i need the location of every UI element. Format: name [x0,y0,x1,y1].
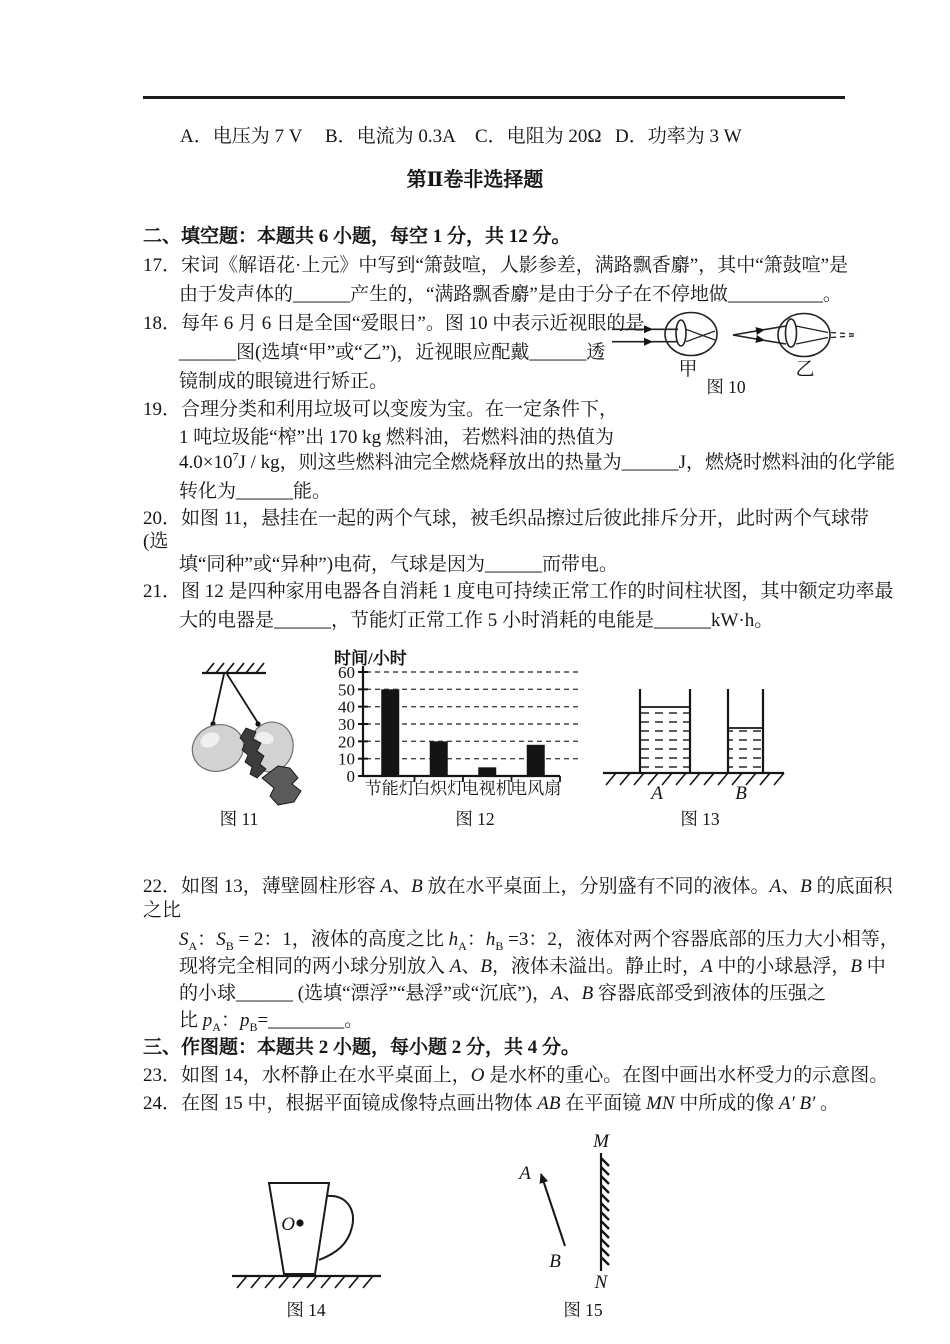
q24-line-1: 24．在图 15 中，根据平面镜成像特点画出物体 AB 在平面镜 MN 中所成的像 A′ B′ 。 [143,1093,840,1114]
q21-line-2: 大的电器是______，节能灯正常工作 5 小时消耗的电能是______kW·h。 [179,610,774,631]
balloon-left [186,717,251,778]
svg-text:50: 50 [338,680,355,700]
ground-hatching [232,1276,381,1288]
ceiling-hatching [202,663,266,673]
svg-text:白炽灯: 白炽灯 [413,779,465,798]
fig13-label-a: A [651,783,663,804]
section-draw-heading: 三、作图题：本题共 2 小题，每小题 2 分，共 4 分。 [143,1037,581,1058]
q22-line-3: $S_A$：$S_B = 2$：1，液体的高度之比 $h_A$：$h_B =3$：2，液体对两个容器底部的压力大小相等， [179,929,899,953]
q20-line-3: 填“同种”或“异种”)电荷，气球是因为______而带电。 [179,554,619,575]
svg-text:40: 40 [338,697,355,717]
fig10-eye-diagram [608,298,878,398]
svg-text:10: 10 [338,749,355,769]
svg-text:20: 20 [338,732,355,752]
option-d: D．功率为 3 W [615,126,742,147]
fig15-label-m: M [593,1131,609,1152]
container-b [728,689,763,773]
q17-line-1: 17．宋词《解语花·上元》中写到“箫鼓喧，人影参差，满路飘香麝”，其中“箫鼓喧”是 [143,255,849,276]
q18-line-3: 镜制成的眼镜进行矫正。 [179,371,389,392]
q18-line-2: ______图(选填“甲”或“乙”)，近视眼应配戴______透 [179,342,606,363]
option-a: A．电压为 7 V [180,126,303,147]
q17-line-2: 由于发声体的______产生的，“满路飘香麝”是由于分子在不停地做__________。 [179,284,842,305]
q22-line-6: 比 $p_A$：$p_B=\_\_\_\_\_\_\_\_$。 [179,1010,364,1034]
q22-line-2: 之比 [143,900,182,921]
fig14-caption: 图 14 [286,1300,326,1320]
fig10-label-yi: 乙 [795,359,815,380]
q20-line-1: 20．如图 11，悬挂在一起的两个气球，被毛织品擦过后彼此排斥分开，此时两个气球带 [143,508,870,529]
svg-text:0: 0 [346,767,355,786]
q19-line-3: $4.0\times 10^7J$ / kg，则这些燃料油完全燃烧释放出的热量为______J，燃烧时燃料油的化学能 [179,449,896,473]
fig13-caption: 图 13 [680,809,720,829]
q22-line-1: 22．如图 13，薄壁圆柱形容 A、B 放在水平桌面上，分别盛有不同的液体。A、B 的底面积 [143,876,893,897]
fig11-balloons-figure [150,650,325,810]
center-of-gravity-dot [296,1219,303,1226]
strings [213,674,258,723]
fig14-cup-figure [225,1150,390,1295]
fig15-label-b: B [549,1251,561,1272]
fig11-caption: 图 11 [219,809,259,829]
option-c: C．电阻为 20Ω [475,126,602,147]
section-fill-heading: 二、填空题：本题共 6 小题，每空 1 分，共 12 分。 [143,226,571,247]
fig15-mirror-figure [495,1125,665,1295]
eye-yi-figure [733,314,858,357]
container-a [640,689,690,773]
fig10-caption: 图 10 [706,377,746,397]
fig12-bar-chart [330,648,590,813]
fig13-label-b: B [735,783,747,804]
fig15-label-n: N [594,1272,608,1293]
fig10-label-jia: 甲 [678,359,698,380]
q22-line-4: 现将完全相同的两小球分别放入 A、B，液体未溢出。静止时，A 中的小球悬浮，B 中 [179,956,886,977]
q23-line-1: 23．如图 14，水杯静止在水平桌面上，O 是水杯的重心。在图中画出水杯受力的示意图。 [143,1065,889,1086]
fig15-label-a: A [519,1163,531,1184]
header-rule [143,96,845,99]
option-b: B．电流为 0.3A [325,126,456,147]
q20-line-2: (选 [143,531,169,552]
fig12-caption: 图 12 [455,809,495,829]
q22-line-5: 的小球______ (选填“漂浮”“悬浮”或“沉底”)，A、B 容器底部受到液体的压强之 [179,983,827,1004]
fig15-caption: 图 15 [563,1300,603,1320]
mirror-hatching [601,1158,609,1265]
svg-text:60: 60 [338,663,355,682]
q19-line-4: 转化为______能。 [179,481,332,502]
part2-title: 第Ⅱ卷非选择题 [406,169,544,191]
svg-text:时间/小时: 时间/小时 [334,649,407,668]
q18-line-1: 18．每年 6 月 6 日是全国“爱眼日”。图 10 中表示近视眼的是 [143,313,645,334]
svg-text:节能灯: 节能灯 [364,779,416,798]
svg-text:30: 30 [338,715,355,734]
eye-jia-figure [612,313,717,356]
fig14-label-o: O [281,1214,295,1235]
svg-text:电视机: 电视机 [461,779,513,798]
q19-line-2: 1 吨垃圾能“榨”出 170 kg 燃料油，若燃料油的热值为 [179,427,614,448]
fig13-containers-figure [598,655,793,805]
ground-hatching [603,773,784,785]
object-arrow-ab [541,1174,565,1246]
svg-text:电风扇: 电风扇 [510,779,562,798]
q19-line-1: 19．合理分类和利用垃圾可以变废为宝。在一定条件下， [143,399,619,420]
q21-line-1: 21．图 12 是四种家用电器各自消耗 1 度电可持续正常工作的时间柱状图，其中额定功率最 [143,581,894,602]
